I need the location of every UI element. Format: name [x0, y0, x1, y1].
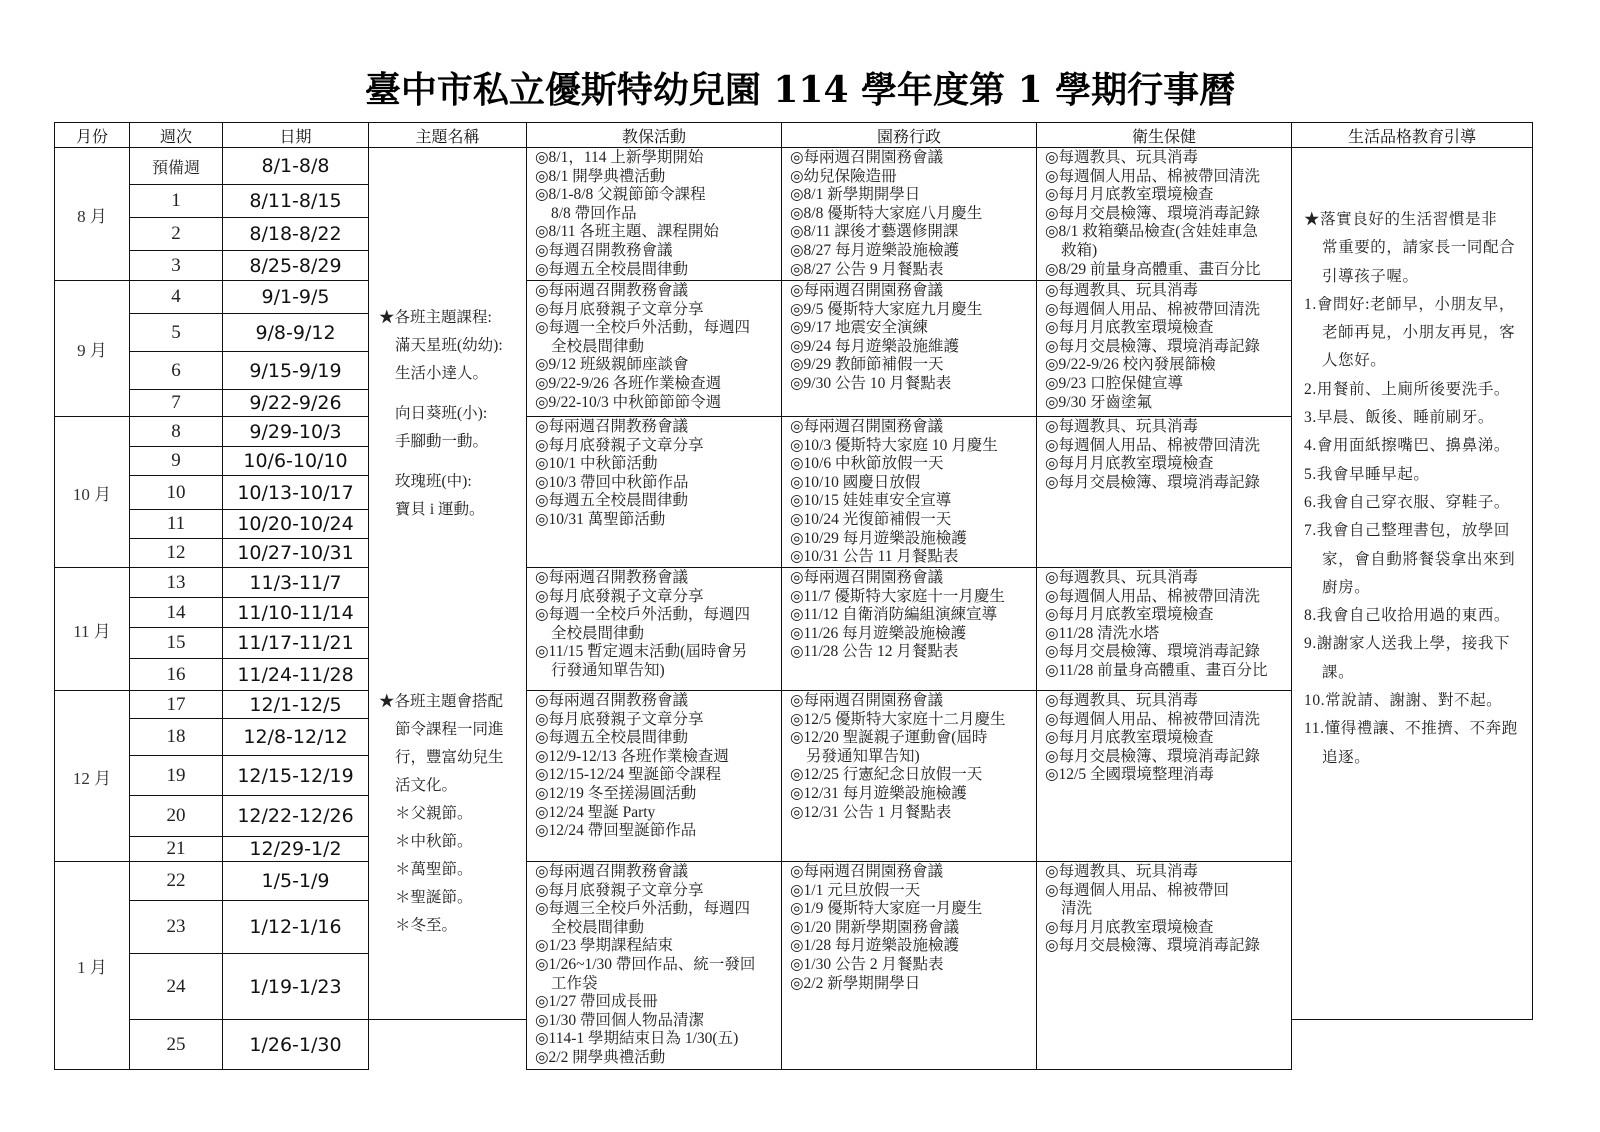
activities-nov — [527, 568, 782, 691]
list-item: ◎每兩週召開園務會議 — [790, 149, 944, 166]
list-item: ◎10/1 中秋節活動 — [535, 455, 658, 473]
list-item: ◎12/24 帶回聖誕節作品 — [535, 822, 697, 840]
guide-line: 4.會用面紙擦嘴巴、擤鼻涕。 — [1304, 437, 1511, 455]
week-cell: 2 — [130, 218, 223, 251]
list-item: 8/8 帶回作品 — [551, 204, 637, 222]
date-cell: 10/27-10/31 — [223, 539, 369, 568]
list-item: ◎8/27 公告 9 月餐點表 — [790, 260, 944, 278]
list-item: ◎每兩週召開園務會議 — [790, 418, 944, 435]
list-item: ◎11/7 優斯特大家庭十一月慶生 — [790, 587, 1005, 605]
header-row — [55, 123, 1533, 148]
week-cell: 5 — [130, 314, 223, 352]
guide-line: 人您好。 — [1322, 352, 1387, 370]
list-item: ◎11/15 暫定週末活動(屆時會另 — [535, 643, 748, 661]
list-item: ◎8/8 優斯特大家庭八月慶生 — [790, 204, 983, 222]
week-cell: 12 — [130, 539, 223, 568]
list-item: ◎11/28 清洗水塔 — [1045, 624, 1160, 642]
list-item: ◎9/30 公告 10 月餐點表 — [790, 374, 952, 392]
health-aug — [1037, 148, 1292, 281]
admin-jan — [782, 862, 1037, 1070]
list-item: ◎每週教具、玩具消毒 — [1045, 418, 1199, 435]
guide-block — [1304, 206, 1518, 772]
list-item: ◎8/1 開學典禮活動 — [535, 167, 666, 185]
list-item: ◎8/11 各班主題、課程開始 — [535, 223, 719, 241]
date-cell: 10/13-10/17 — [223, 476, 369, 510]
list-item: ◎2/2 新學期開學日 — [790, 974, 921, 992]
week-cell: 17 — [130, 691, 223, 719]
health-oct — [1037, 417, 1292, 568]
list-item: ◎每月交晨檢簿、環境消毒記錄 — [1045, 937, 1261, 955]
list-item: ◎9/12 班級親師座談會 — [535, 356, 689, 374]
spacer — [379, 388, 503, 400]
activities-sep — [527, 281, 782, 417]
list-item: ◎每月底發親子文章分享 — [535, 881, 704, 899]
month-cell: 9 月 — [55, 281, 130, 417]
list-item: ◎每月交晨檢簿、環境消毒記錄 — [1045, 337, 1261, 355]
list-item: ◎每週教具、玩具消毒 — [1045, 569, 1199, 586]
list-item: ◎8/27 每月遊樂設施檢護 — [790, 241, 959, 259]
list-item: ◎每兩週召開教務會議 — [535, 863, 689, 880]
list-item: ◎1/1 元旦放假一天 — [790, 881, 921, 899]
calendar-table — [54, 122, 1533, 1070]
spacer — [379, 456, 503, 468]
date-cell: 11/24-11/28 — [223, 659, 369, 691]
list-item: ◎每月月底教室環境檢查 — [1045, 455, 1214, 473]
guide-line: 8.我會自己收拾用過的東西。 — [1304, 607, 1511, 625]
week-cell: 9 — [130, 447, 223, 476]
list-item: ◎每月月底教室環境檢查 — [1045, 729, 1214, 747]
week-cell: 21 — [130, 837, 223, 862]
list-item: ◎9/22-10/3 中秋節節節令週 — [535, 393, 722, 411]
month-cell: 10 月 — [55, 417, 130, 568]
theme-line: 節令課程一同進 — [395, 721, 504, 738]
list-item: ◎8/1，114 上新學期開始 — [535, 149, 704, 166]
week-cell: 1 — [130, 185, 223, 218]
date-cell: 10/20-10/24 — [223, 510, 369, 539]
date-cell: 1/26-1/30 — [223, 1020, 369, 1070]
guide-line: 引導孩子喔。 — [1322, 267, 1419, 285]
list-item: ◎每兩週召開園務會議 — [790, 569, 944, 586]
list-item: ◎9/5 優斯特大家庭九月慶生 — [790, 300, 983, 318]
theme-line: ★各班主題課程: — [379, 309, 492, 326]
activities-dec — [527, 691, 782, 862]
guide-line: 家，會自動將餐袋拿出來到 — [1322, 550, 1516, 568]
week-cell: 預備週 — [130, 148, 223, 185]
date-cell: 11/17-11/21 — [223, 628, 369, 659]
theme-block-festivals — [379, 688, 504, 940]
health-dec — [1037, 691, 1292, 862]
activities-jan — [527, 862, 782, 1070]
theme-line: 寶貝 i 運動。 — [395, 501, 485, 518]
week-cell: 24 — [130, 954, 223, 1020]
theme-line: 生活小達人。 — [395, 365, 489, 382]
list-item: ◎1/23 學期課程結束 — [535, 937, 673, 955]
list-item: ◎11/12 自衛消防編組演練宣導 — [790, 606, 998, 624]
list-item: ◎每週教具、玩具消毒 — [1045, 282, 1199, 299]
date-cell: 8/25-8/29 — [223, 251, 369, 281]
list-item: ◎每兩週召開園務會議 — [790, 282, 944, 299]
list-item: ◎10/3 帶回中秋節作品 — [535, 473, 689, 491]
list-item: ◎每週個人用品、棉被帶回清洗 — [1045, 300, 1261, 318]
date-cell: 8/18-8/22 — [223, 218, 369, 251]
list-item: ◎每兩週召開教務會議 — [535, 418, 689, 435]
list-item: ◎12/9-12/13 各班作業檢查週 — [535, 747, 729, 765]
list-item: 清洗 — [1061, 900, 1093, 918]
list-item: ◎11/28 公告 12 月餐點表 — [790, 643, 959, 661]
list-item: ◎1/20 開新學期園務會議 — [790, 918, 959, 936]
list-item: 全校晨間律動 — [551, 624, 645, 642]
week-cell: 13 — [130, 568, 223, 598]
week-cell: 14 — [130, 598, 223, 628]
list-item: ◎每月底發親子文章分享 — [535, 436, 704, 454]
month-cell: 11 月 — [55, 568, 130, 691]
list-item: ◎8/29 前量身高體重、畫百分比 — [1045, 260, 1261, 278]
guide-line: 5.我會早睡早起。 — [1304, 465, 1430, 483]
list-item: ◎每兩週召開教務會議 — [535, 282, 689, 299]
theme-line: ＊萬聖節。 — [395, 861, 473, 878]
date-cell: 8/1-8/8 — [223, 148, 369, 185]
theme-cell — [369, 148, 527, 1020]
health-sep — [1037, 281, 1292, 417]
list-item: ◎每月月底教室環境檢查 — [1045, 606, 1214, 624]
theme-line: 滿天星班(幼幼): — [395, 337, 503, 354]
list-item: ◎每週個人用品、棉被帶回清洗 — [1045, 587, 1261, 605]
header-admin: 園務行政 — [782, 123, 1037, 148]
month-cell: 8 月 — [55, 148, 130, 281]
list-item: ◎9/22-9/26 校內發展篩檢 — [1045, 356, 1216, 374]
theme-line: 活文化。 — [395, 777, 458, 794]
list-item: ◎1/28 每月遊樂設施檢護 — [790, 937, 959, 955]
week-cell: 15 — [130, 628, 223, 659]
list-item: ◎10/31 公告 11 月餐點表 — [790, 548, 959, 566]
health-jan — [1037, 862, 1292, 1070]
month-cell: 1 月 — [55, 862, 130, 1070]
list-item: 行發通知單告知) — [551, 661, 665, 679]
date-cell: 1/5-1/9 — [223, 862, 369, 901]
week-cell: 10 — [130, 476, 223, 510]
list-item: ◎每週教具、玩具消毒 — [1045, 692, 1199, 709]
header-activities: 教保活動 — [527, 123, 782, 148]
header-month: 月份 — [55, 123, 130, 148]
list-item: ◎每月底發親子文章分享 — [535, 300, 704, 318]
table-row — [55, 148, 1533, 185]
list-item: ◎10/15 娃娃車安全宣導 — [790, 492, 952, 510]
theme-line: ＊冬至。 — [395, 917, 458, 934]
list-item: 另發通知單告知) — [806, 747, 920, 765]
guide-line: 老師再見，小朋友再見，客 — [1322, 324, 1516, 342]
list-item: ◎10/29 每月遊樂設施檢護 — [790, 529, 967, 547]
theme-line: ＊聖誕節。 — [395, 889, 473, 906]
list-item: ◎12/31 公告 1 月餐點表 — [790, 803, 952, 821]
list-item: ◎每週召開教務會議 — [535, 241, 673, 259]
theme-line: 向日葵班(小): — [395, 405, 488, 422]
list-item: ◎9/24 每月遊樂設施維護 — [790, 337, 959, 355]
header-date: 日期 — [223, 123, 369, 148]
list-item: ◎2/2 開學典禮活動 — [535, 1048, 666, 1066]
week-cell: 7 — [130, 390, 223, 417]
header-week: 週次 — [130, 123, 223, 148]
month-cell: 12 月 — [55, 691, 130, 862]
list-item: ◎11/26 每月遊樂設施檢護 — [790, 624, 967, 642]
list-item: ◎每週個人用品、棉被帶回 — [1045, 881, 1230, 899]
list-item: ◎每兩週召開教務會議 — [535, 569, 689, 586]
list-item: ◎9/30 牙齒塗氟 — [1045, 393, 1152, 411]
week-cell: 11 — [130, 510, 223, 539]
list-item: ◎10/6 中秋節放假一天 — [790, 455, 944, 473]
list-item: ◎每月交晨檢簿、環境消毒記錄 — [1045, 473, 1261, 491]
list-item: ◎8/1 新學期開學日 — [790, 186, 921, 204]
list-item: ◎每週三全校戶外活動，每週四 — [535, 900, 751, 918]
list-item: ◎每月交晨檢簿、環境消毒記錄 — [1045, 204, 1261, 222]
list-item: ◎每月底發親子文章分享 — [535, 710, 704, 728]
list-item: ◎9/29 教師節補假一天 — [790, 356, 944, 374]
date-cell: 11/10-11/14 — [223, 598, 369, 628]
date-cell: 12/22-12/26 — [223, 796, 369, 837]
admin-nov — [782, 568, 1037, 691]
week-cell: 18 — [130, 719, 223, 756]
guide-line: 追逐。 — [1322, 748, 1371, 766]
list-item: ◎12/31 每月遊樂設施檢護 — [790, 784, 967, 802]
list-item: ◎9/22-9/26 各班作業檢查週 — [535, 374, 722, 392]
guide-line: 6.我會自己穿衣服、穿鞋子。 — [1304, 493, 1511, 511]
week-cell: 19 — [130, 756, 223, 796]
date-cell: 12/1-12/5 — [223, 691, 369, 719]
date-cell: 12/15-12/19 — [223, 756, 369, 796]
date-cell: 9/1-9/5 — [223, 281, 369, 314]
theme-line: ＊中秋節。 — [395, 833, 473, 850]
week-cell: 22 — [130, 862, 223, 901]
list-item: ◎幼兒保險造冊 — [790, 167, 897, 185]
list-item: ◎每月月底教室環境檢查 — [1045, 186, 1214, 204]
header-theme: 主題名稱 — [369, 123, 527, 148]
list-item: ◎12/5 全國環境整理消毒 — [1045, 766, 1214, 784]
date-cell: 10/6-10/10 — [223, 447, 369, 476]
date-cell: 1/19-1/23 — [223, 954, 369, 1020]
guide-line: 11.懂得禮讓、不推擠、不奔跑 — [1304, 720, 1518, 738]
list-item: ◎12/24 聖誕 Party — [535, 803, 656, 821]
list-item: ◎1/27 帶回成長冊 — [535, 993, 658, 1011]
list-item: 全校晨間律動 — [551, 918, 645, 936]
list-item: ◎12/5 優斯特大家庭十二月慶生 — [790, 710, 1006, 728]
list-item: ◎11/28 前量身高體重、畫百分比 — [1045, 661, 1268, 679]
list-item: ◎每週一全校戶外活動，每週四 — [535, 606, 751, 624]
page-title: 臺中市私立優斯特幼兒園 114 學年度第 1 學期行事曆 — [364, 69, 1236, 111]
activities-oct — [527, 417, 782, 568]
list-item: ◎1/30 帶回個人物品清潔 — [535, 1011, 704, 1029]
list-item: ◎每週五全校晨間律動 — [535, 260, 689, 278]
list-item: 全校晨間律動 — [551, 337, 645, 355]
list-item: ◎每週一全校戶外活動，每週四 — [535, 319, 751, 337]
admin-dec — [782, 691, 1037, 862]
admin-sep — [782, 281, 1037, 417]
list-item: ◎每兩週召開教務會議 — [535, 692, 689, 709]
date-cell: 1/12-1/16 — [223, 901, 369, 954]
admin-aug — [782, 148, 1037, 281]
date-cell: 8/11-8/15 — [223, 185, 369, 218]
list-item: ◎每週五全校晨間律動 — [535, 729, 689, 747]
list-item: ◎114-1 學期結束日為 1/30(五) — [535, 1030, 739, 1048]
list-item: ◎9/17 地震安全演練 — [790, 319, 928, 337]
guide-line: 7.我會自己整理書包，放學回 — [1304, 522, 1511, 540]
header-guide: 生活品格教育引導 — [1292, 123, 1533, 148]
list-item: ◎10/10 國慶日放假 — [790, 473, 921, 491]
list-item: ◎8/1-8/8 父親節節令課程 — [535, 186, 706, 204]
week-cell: 6 — [130, 352, 223, 390]
list-item: ◎12/25 行憲紀念日放假一天 — [790, 766, 983, 784]
health-nov — [1037, 568, 1292, 691]
list-item: ◎12/19 冬至搓湯圓活動 — [535, 784, 697, 802]
date-cell: 12/29-1/2 — [223, 837, 369, 862]
date-cell: 9/22-9/26 — [223, 390, 369, 417]
list-item: ◎每週教具、玩具消毒 — [1045, 863, 1199, 880]
list-item: ◎10/3 優斯特大家庭 10 月慶生 — [790, 436, 998, 454]
list-item: ◎每兩週召開園務會議 — [790, 863, 944, 880]
theme-block-classes — [379, 304, 503, 524]
list-item: ◎1/26~1/30 帶回作品、統一發回 — [535, 955, 756, 973]
week-cell: 4 — [130, 281, 223, 314]
guide-line: 廚房。 — [1322, 578, 1371, 596]
guide-line: 1.會問好:老師早，小朋友早， — [1304, 295, 1515, 313]
list-item: ◎每月月底教室環境檢查 — [1045, 918, 1214, 936]
list-item: ◎每週個人用品、棉被帶回清洗 — [1045, 710, 1261, 728]
list-item: ◎9/23 口腔保健宣導 — [1045, 374, 1183, 392]
list-item: ◎每月底發親子文章分享 — [535, 587, 704, 605]
list-item: ◎每兩週召開園務會議 — [790, 692, 944, 709]
theme-line: 玫瑰班(中): — [395, 473, 472, 490]
list-item: ◎每月交晨檢簿、環境消毒記錄 — [1045, 643, 1261, 661]
week-cell: 3 — [130, 251, 223, 281]
list-item: ◎每月月底教室環境檢查 — [1045, 319, 1214, 337]
guide-line: 9.謝謝家人送我上學，接我下 — [1304, 635, 1511, 653]
guide-line: 課。 — [1322, 663, 1355, 681]
guide-line: 常重要的，請家長一同配合 — [1322, 239, 1516, 257]
guide-line: 2.用餐前、上廁所後要洗手。 — [1304, 380, 1511, 398]
theme-line: 手腳動一動。 — [395, 433, 489, 450]
list-item: 工作袋 — [551, 974, 598, 992]
admin-oct — [782, 417, 1037, 568]
activities-aug — [527, 148, 782, 281]
date-cell: 11/3-11/7 — [223, 568, 369, 598]
date-cell: 12/8-12/12 — [223, 719, 369, 756]
theme-line: 行，豐富幼兒生 — [395, 749, 504, 766]
theme-line: ★各班主題會搭配 — [379, 693, 504, 710]
list-item: ◎12/15-12/24 聖誕節令課程 — [535, 766, 722, 784]
header-health: 衛生保健 — [1037, 123, 1292, 148]
list-item: ◎每週教具、玩具消毒 — [1045, 149, 1199, 166]
week-cell: 16 — [130, 659, 223, 691]
list-item: 救箱) — [1061, 241, 1098, 259]
list-item: ◎每月交晨檢簿、環境消毒記錄 — [1045, 747, 1261, 765]
list-item: ◎10/31 萬聖節活動 — [535, 510, 666, 528]
list-item: ◎8/11 課後才藝選修開課 — [790, 223, 959, 241]
list-item: ◎10/24 光復節補假一天 — [790, 510, 952, 528]
week-cell: 8 — [130, 417, 223, 447]
guide-line: 3.早晨、飯後、睡前刷牙。 — [1304, 409, 1494, 427]
date-cell: 9/8-9/12 — [223, 314, 369, 352]
week-cell: 25 — [130, 1020, 223, 1070]
list-item: ◎1/9 優斯特大家庭一月慶生 — [790, 900, 983, 918]
list-item: ◎1/30 公告 2 月餐點表 — [790, 955, 944, 973]
week-cell: 20 — [130, 796, 223, 837]
list-item: ◎8/1 救箱藥品檢查(含娃娃車急 — [1045, 223, 1258, 241]
guide-cell — [1292, 148, 1533, 1020]
date-cell: 9/29-10/3 — [223, 417, 369, 447]
list-item: ◎每週五全校晨間律動 — [535, 492, 689, 510]
list-item: ◎每週個人用品、棉被帶回清洗 — [1045, 167, 1261, 185]
list-item: ◎12/20 聖誕親子運動會(屆時 — [790, 729, 988, 747]
week-cell: 23 — [130, 901, 223, 954]
guide-line: ★落實良好的生活習慣是非 — [1304, 211, 1498, 228]
theme-line: ＊父親節。 — [395, 805, 473, 822]
list-item: ◎每週個人用品、棉被帶回清洗 — [1045, 436, 1261, 454]
date-cell: 9/15-9/19 — [223, 352, 369, 390]
guide-line: 10.常說請、謝謝、對不起。 — [1304, 692, 1503, 710]
